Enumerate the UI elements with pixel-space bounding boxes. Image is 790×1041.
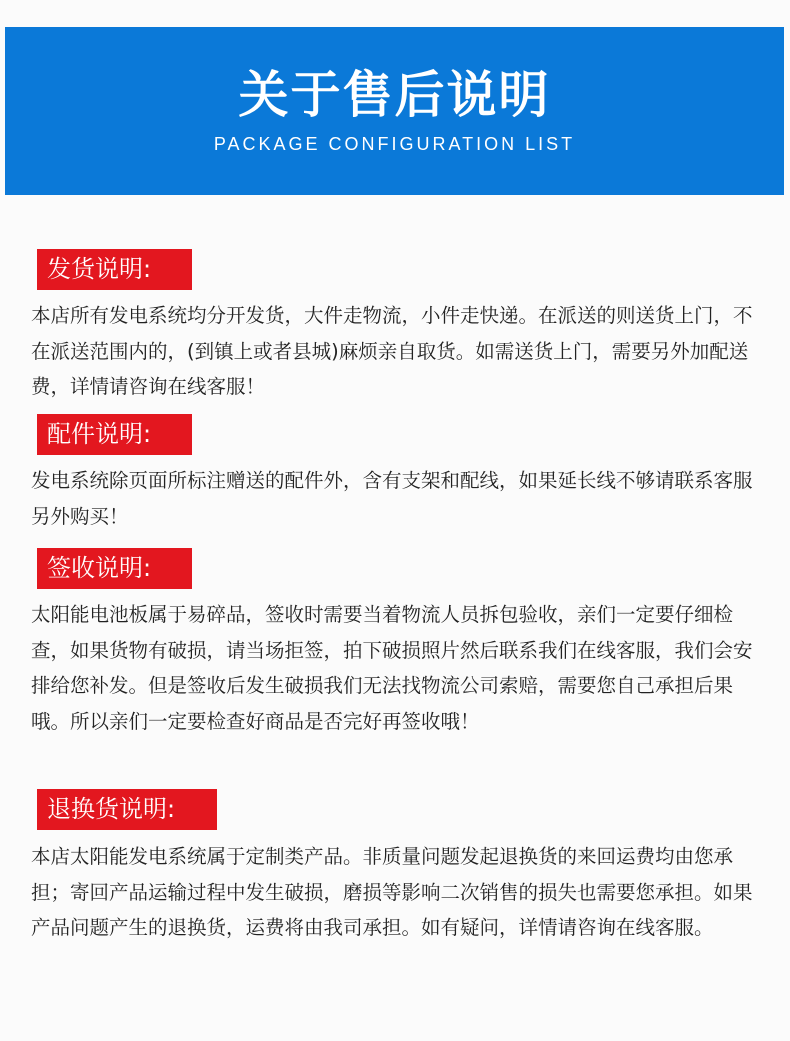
returns-section-body: 本店太阳能发电系统属于定制类产品。非质量问题发起退换货的来回运费均由您承担；寄回产品运输过程中发生破损，磨损等影响二次销售的损失也需要您承担。如果产品问题产生的退换货，运费将由我司承担。如有疑问，详情请咨询在线客服。: [31, 845, 753, 939]
page-subtitle: PACKAGE CONFIGURATION LIST: [213, 134, 576, 154]
shipping-section-body: 本店所有发电系统均分开发货，大件走物流，小件走快递。在派送的则送货上门，不在派送范围内的，(到镇上或者县城)麻烦亲自取货。如需送货上门，需要另外加配送费，详情请咨询在线客服！: [31, 304, 753, 398]
shipping-section-label: 发货说明:: [37, 249, 192, 290]
accessories-section-label: 配件说明:: [37, 414, 192, 455]
returns-section-label: 退换货说明:: [37, 789, 217, 830]
page-title: 关于售后说明: [238, 66, 551, 124]
accessories-section-body: 发电系统除页面所标注赠送的配件外，含有支架和配线，如果延长线不够请联系客服另外购买！: [31, 469, 753, 528]
receipt-section-body: 太阳能电池板属于易碎品，签收时需要当着物流人员拆包验收，亲们一定要仔细检查，如果货物有破损，请当场拒签，拍下破损照片然后联系我们在线客服，我们会安排给您补发。但是签收后发生破损我们无法找物流公司索赔，需要您自己承担后果哦。所以亲们一定要检查好商品是否完好再签收哦！: [31, 603, 753, 733]
header-banner: [5, 27, 784, 195]
receipt-section-label: 签收说明:: [37, 548, 192, 589]
